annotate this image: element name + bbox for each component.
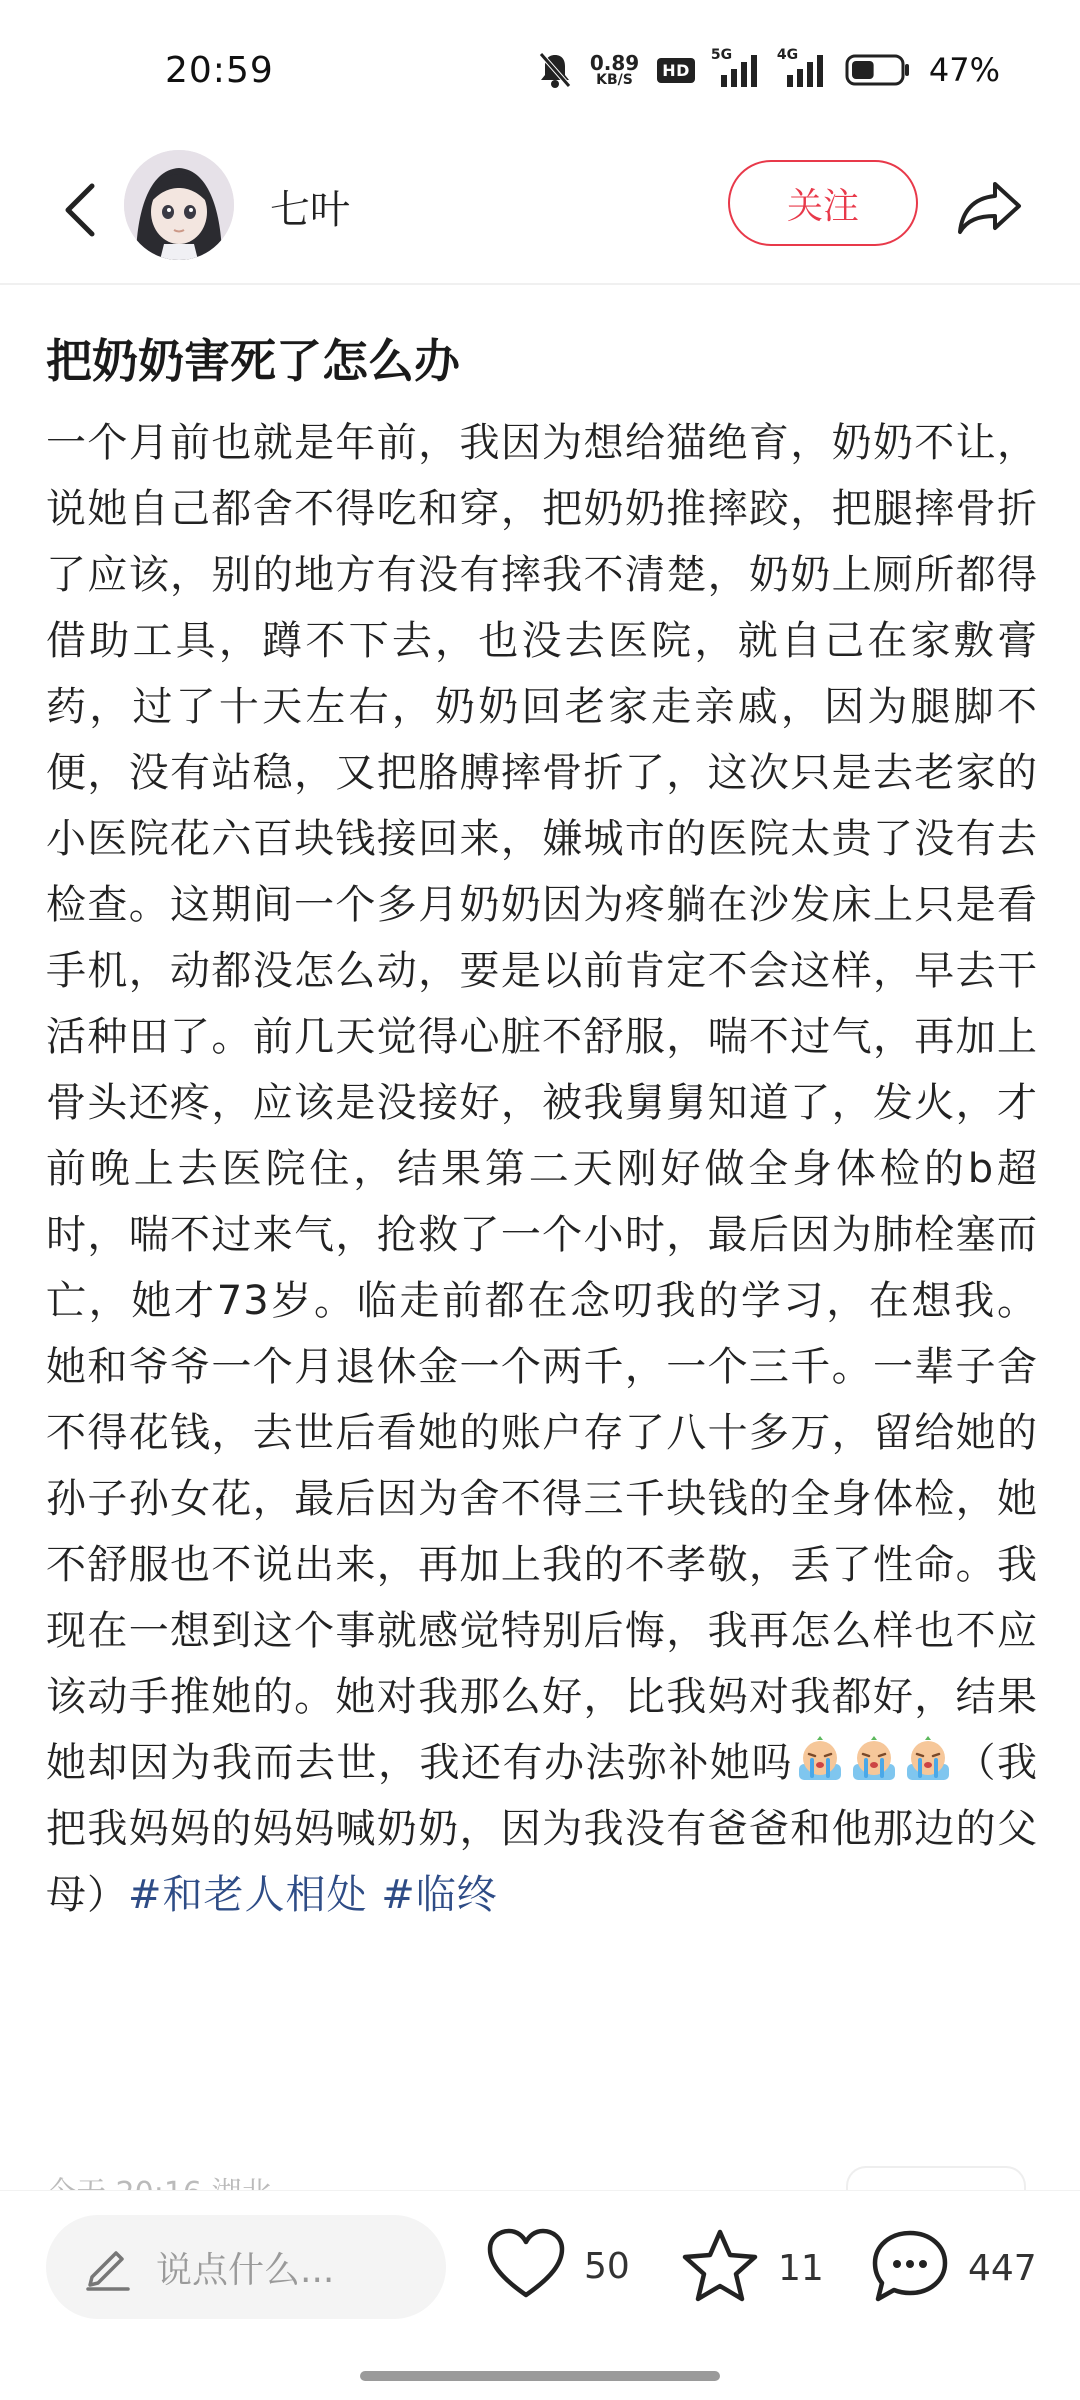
post-body-text: 一个月前也就是年前，我因为想给猫绝育，奶奶不让，说她自己都舍不得吃和穿，把奶奶推摔跤，把腿摔骨折了应该，别的地方有没有摔我不清楚，奶奶上厕所都得借助工具，蹲不下去，也没去医院，就自己在家敷膏药，过了十天左右，奶奶回老家走亲戚，因为腿脚不便，没有站稳，又把胳膊摔骨折了，这次只是去老家的小医院花六百块钱接回来，嫌城市的医院太贵了没有去检查。这期间一个多月奶奶因为疼躺在沙发床上只是看手机，动都没怎么动，要是以前肯定不会这样，早去干活种田了。前几天觉得心脏不舒服，喘不过气，再加上骨头还疼，应该是没接好，被我舅舅知道了，发火，才前晚上去医院住，结果第二天刚好做全身体检的b超时，喘不过来气，抢救了一个小时，最后因为肺栓塞而亡，她才73岁。临走前都在念叨我的学习，在想我。她和爷爷一个月退休金一个两千，一个三千。一辈子舍不得花钱，去世后看她的账户存了八十多万，留给她的孙子孙女花，最后因为舍不得三千块钱的全身体检，她不舒服也不说出来，再加上我的不孝敬，丢了性命。我现在一想到这个事就感觉特别后悔，我再怎么样也不应该动手推她的。她对我那么好，比我妈对我都好，结果她却因为我而去世，我还有办法弥补她吗 <box>46 420 1038 1786</box>
hd-badge: HD <box>657 58 695 83</box>
pencil-icon <box>82 2239 134 2295</box>
battery-icon <box>845 53 911 87</box>
crying-emoji <box>795 1734 845 1784</box>
back-button[interactable] <box>40 172 120 252</box>
crying-emoji <box>903 1734 953 1784</box>
status-icons <box>538 47 1000 89</box>
post-body <box>46 410 1038 1928</box>
share-button[interactable] <box>950 168 1030 248</box>
battery-percentage: 47% <box>928 51 1000 89</box>
home-indicator[interactable] <box>360 2371 720 2381</box>
follow-button[interactable]: 关注 <box>728 160 918 246</box>
like-count: 50 <box>584 2245 630 2287</box>
username[interactable]: 七叶 <box>270 187 350 233</box>
bottom-action-bar <box>0 2190 1080 2340</box>
like-button[interactable] <box>486 2227 630 2305</box>
post-header <box>0 140 1080 285</box>
signal-icon <box>710 47 761 87</box>
comment-placeholder: 说点什么... <box>156 2249 335 2291</box>
signal-5g-label: 5G <box>710 47 733 63</box>
comment-icon <box>870 2227 950 2309</box>
avatar-image <box>124 150 234 260</box>
status-time: 20:59 <box>165 49 274 91</box>
crying-emoji <box>849 1734 899 1784</box>
back-arrow-icon <box>60 180 100 244</box>
mute-bell-icon <box>538 51 572 89</box>
star-button[interactable] <box>680 2227 824 2309</box>
star-count: 11 <box>778 2247 824 2289</box>
signal-icon <box>776 47 827 87</box>
hashtag-link[interactable]: #临终 <box>381 1872 498 1918</box>
hashtag-link[interactable]: #和老人相处 <box>128 1872 368 1918</box>
post-body-tail: （我把我妈妈的妈妈喊奶奶，因为我没有爸爸和他那边的父母） <box>46 1740 1038 1918</box>
signal-4g-label: 4G <box>776 47 799 63</box>
network-speed: 0.89 KB/S <box>589 51 640 88</box>
share-icon <box>955 176 1025 240</box>
star-icon <box>680 2227 760 2309</box>
comment-button[interactable] <box>870 2227 1037 2309</box>
avatar[interactable] <box>124 150 234 260</box>
comment-input[interactable] <box>46 2215 446 2319</box>
post-title: 把奶奶害死了怎么办 <box>46 334 460 388</box>
comment-count: 447 <box>968 2247 1037 2289</box>
heart-icon <box>486 2227 566 2305</box>
status-bar <box>0 0 1080 140</box>
